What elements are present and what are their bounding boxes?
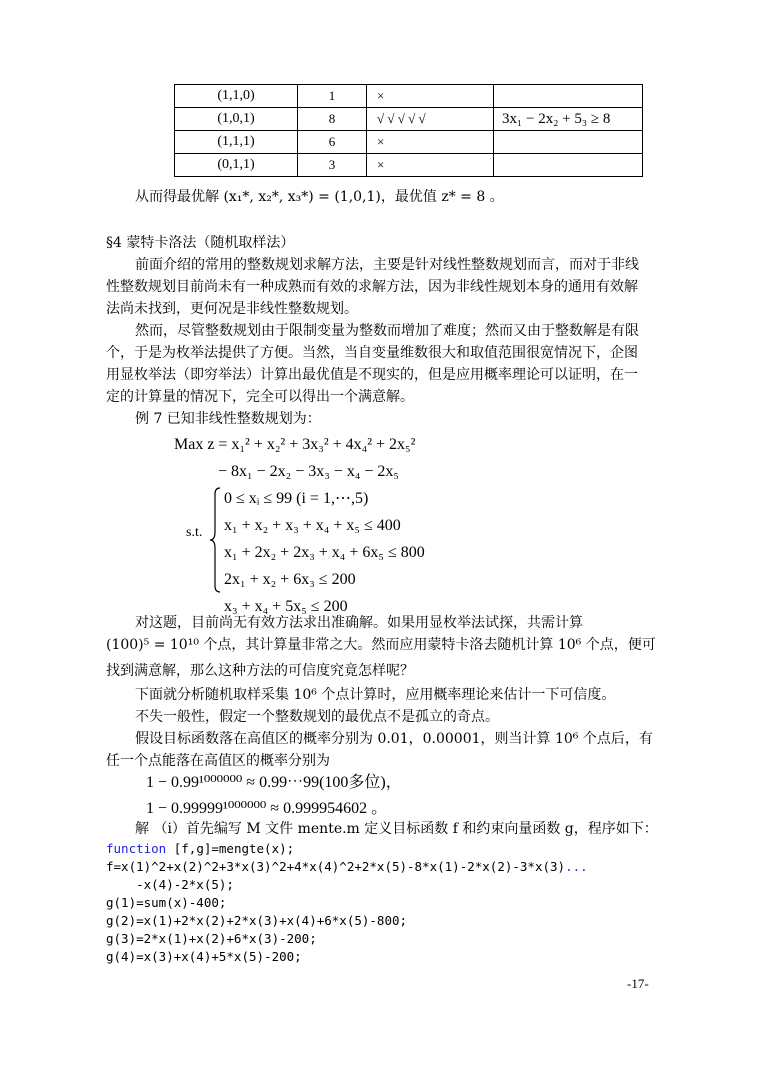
constraint-5: x₃ + x₄ + 5x₅ ≤ 200 xyxy=(224,598,348,615)
code-continuation: ... xyxy=(565,859,588,874)
paragraph-line: 假设目标函数落在高值区的概率分别为 0.01，0.00001，则当计算 10⁶ 个点后，有 xyxy=(135,731,653,747)
paragraph-line: (100)⁵ = 10¹⁰ 个点，其计算量非常之大。然而应用蒙特卡洛去随机计算 10⁶ 个点，便可 xyxy=(106,637,656,653)
solution-intro: 解 （i）首先编写 M 文件 mente.m 定义目标函数 f 和约束向量函数 g，程序如下： xyxy=(135,821,658,837)
paragraph-line: 不失一般性，假定一个整数规划的最优点不是孤立的奇点。 xyxy=(135,709,499,725)
paragraph-line: 下面就分析随机取样采集 10⁶ 个点计算时，应用概率理论来估计一下可信度。 xyxy=(135,687,616,703)
table-row xyxy=(175,131,643,154)
code-line: g(3)=2*x(1)+x(2)+6*x(3)-200; xyxy=(106,931,317,946)
constraint-3: x₁ + 2x₂ + 2x₃ + x₄ + 6x₅ ≤ 800 xyxy=(224,544,425,561)
optimal-solution-line: 从而得最优解 (x₁*, x₂*, x₃*) = (1,0,1)，最优值 z* = 8 。 xyxy=(135,189,504,205)
objective-line-2: − 8x₁ − 2x₂ − 3x₃ − x₄ − 2x₅ xyxy=(218,463,400,480)
constraint-4: 2x₁ + x₂ + 6x₃ ≤ 200 xyxy=(224,571,356,588)
paragraph-line: 定的计算量的情况下，完全可以得出一个满意解。 xyxy=(106,389,414,405)
paragraph-line: 任一个点能落在高值区的概率分别为 xyxy=(106,753,330,769)
table-cell-note: 3x₁ − 2x₂ + 5₃ ≥ 8 xyxy=(494,108,643,131)
constraint-2: x₁ + x₂ + x₃ + x₄ + x₅ ≤ 400 xyxy=(224,517,401,534)
code-line xyxy=(106,858,588,876)
table-cell-point: (1,0,1) xyxy=(175,108,298,131)
paragraph-line: 用显枚举法（即穷举法）计算出最优值是不现实的，但是应用概率理论可以证明，在一 xyxy=(106,367,638,383)
table-row xyxy=(175,85,643,108)
probability-equation-1: 1 − 0.99¹⁰⁰⁰⁰⁰⁰ ≈ 0.99⋯99(100多位)， xyxy=(146,774,402,791)
paragraph-line: 个，于是为枚举法提供了方便。当然，当自变量维数很大和取值范围很宽情况下，企图 xyxy=(106,345,638,361)
table-cell-value: 6 xyxy=(298,131,367,154)
probability-equation-2: 1 − 0.99999¹⁰⁰⁰⁰⁰⁰ ≈ 0.999954602 。 xyxy=(146,800,388,817)
table-cell-checks: × xyxy=(367,154,494,177)
objective-line-1: Max z = x₁² + x₂² + 3x₃² + 4x₄² + 2x₅² xyxy=(174,436,416,453)
example-label: 例 7 已知非线性整数规划为： xyxy=(135,411,321,427)
code-line: -x(4)-2*x(5); xyxy=(106,877,234,892)
table-cell-value: 8 xyxy=(298,108,367,131)
table-cell-note xyxy=(494,131,643,154)
table-cell-checks: × xyxy=(367,85,494,108)
table-cell-note xyxy=(494,154,643,177)
paragraph-line: 找到满意解，那么这种方法的可信度究竟怎样呢？ xyxy=(106,663,414,679)
table-cell-checks: × xyxy=(367,131,494,154)
code-keyword: function xyxy=(106,841,167,856)
code-text: f=x(1)^2+x(2)^2+3*x(3)^2+4*x(4)^2+2*x(5)-8*x(1)-2*x(2)-3*x(3) xyxy=(106,859,566,874)
table-row xyxy=(175,108,643,131)
code-line: g(2)=x(1)+2*x(2)+2*x(3)+x(4)+6*x(5)-800; xyxy=(106,913,408,928)
paragraph-line: 对这题，目前尚无有效方法求出准确解。如果用显枚举法试探，共需计算 xyxy=(135,615,583,631)
constraint-brace xyxy=(208,486,222,594)
code-line xyxy=(106,840,294,858)
constraint-1: 0 ≤ xᵢ ≤ 99 (i = 1,⋯,5) xyxy=(224,490,369,507)
table-cell-point: (1,1,1) xyxy=(175,131,298,154)
enumeration-table xyxy=(174,84,643,177)
code-text: [f,g]=mengte(x); xyxy=(166,841,295,856)
table-cell-checks: √ √ √ √ √ xyxy=(367,108,494,131)
code-line: g(4)=x(3)+x(4)+5*x(5)-200; xyxy=(106,949,302,964)
page-number: -17- xyxy=(627,976,649,991)
paragraph-line: 然而，尽管整数规划由于限制变量为整数而增加了难度；然而又由于整数解是有限 xyxy=(135,323,639,339)
paragraph-line: 法尚未找到，更何况是非线性整数规划。 xyxy=(106,301,358,317)
table-cell-point: (0,1,1) xyxy=(175,154,298,177)
table-cell-note xyxy=(494,85,643,108)
code-line: g(1)=sum(x)-400; xyxy=(106,895,227,910)
subject-to-label: s.t. xyxy=(186,525,203,540)
table-cell-value: 1 xyxy=(298,85,367,108)
table-row xyxy=(175,154,643,177)
paragraph-line: 性整数规划目前尚未有一种成熟而有效的求解方法，因为非线性规划本身的通用有效解 xyxy=(106,279,638,295)
table-cell-value: 3 xyxy=(298,154,367,177)
paragraph-line: 前面介绍的常用的整数规划求解方法，主要是针对线性整数规划而言，而对于非线 xyxy=(135,257,639,273)
table-cell-point: (1,1,0) xyxy=(175,85,298,108)
section-title: §4 蒙特卡洛法（随机取样法） xyxy=(106,235,295,251)
